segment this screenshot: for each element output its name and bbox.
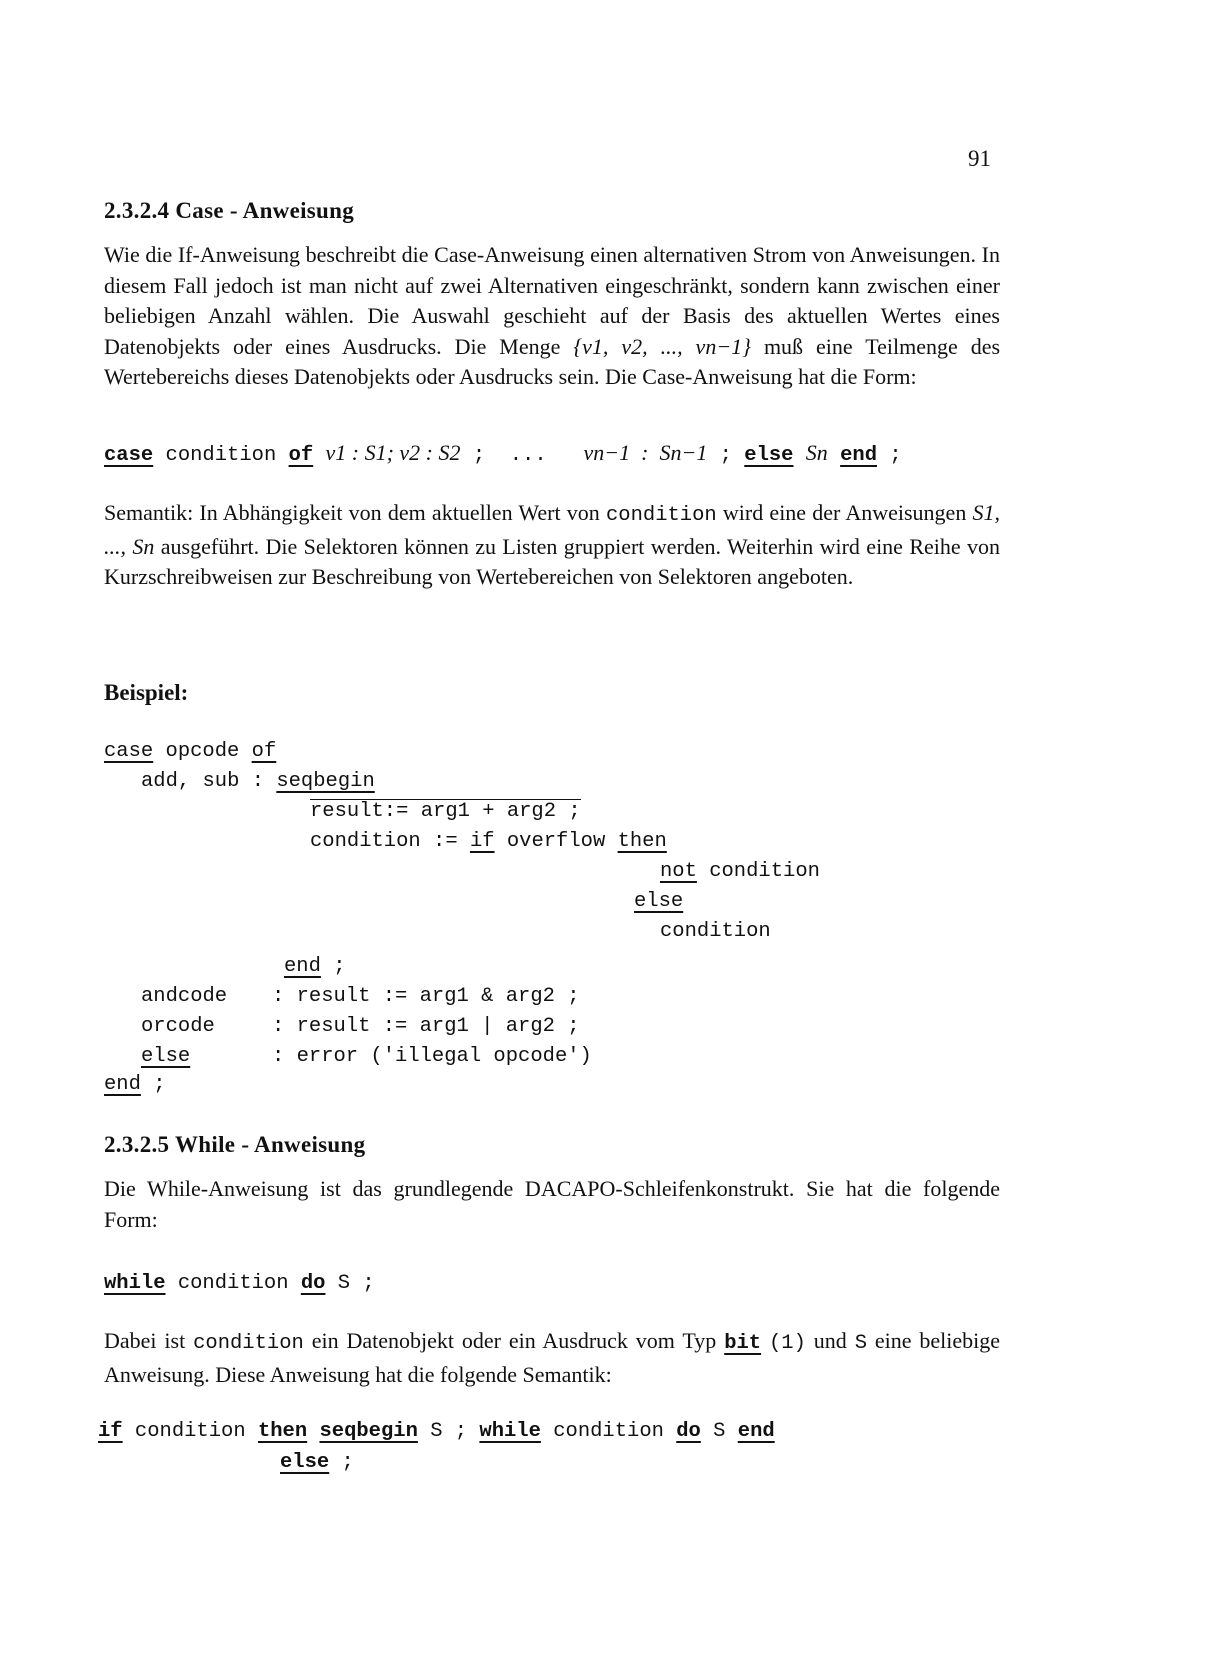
kw-else: else [280, 1451, 330, 1474]
kw-do: do [300, 1272, 326, 1295]
code-text: add, sub : [141, 770, 277, 793]
code-text: : result := arg1 | arg2 ; [272, 1015, 580, 1038]
desc-s: S [854, 1332, 867, 1355]
syntax-final-semi: ; [889, 444, 902, 467]
code-line [141, 770, 375, 793]
desc-mid: ein Datenobjekt oder ein Ausdruck vom Typ [311, 1328, 717, 1353]
while-intro-paragraph: Die While-Anweisung ist das grundlegende DACAPO-Schleifenkonstrukt. Sie hat die folgende Form: [104, 1176, 1000, 1232]
code-line [141, 985, 227, 1008]
semantik-post: ausgeführt. Die Selektoren können zu Listen gruppiert werden. Weiterhin wird eine Reihe von Kurzschreibweisen zur Beschreibung von Wertebereichen von Selektoren angeboten. [104, 533, 1001, 590]
section-heading-case: 2.3.2.4 Case - Anweisung [104, 198, 355, 223]
kw-do: do [676, 1420, 701, 1443]
desc-und: und [813, 1328, 847, 1353]
desc-bit: bit [724, 1332, 762, 1355]
case-intro-tail: muß eine Teilmenge des Wertebereichs dieses Datenobjekts oder Ausdrucks sein. Die Case-Anweisung hat die Form: [104, 333, 1001, 390]
syntax-tail: S ; [325, 1272, 375, 1295]
code-text: result:= arg1 + arg2 ; [310, 800, 581, 823]
kw-end: end [840, 444, 878, 467]
code-text: overflow [494, 830, 618, 853]
syntax-v1s1: v1 : S1; v2 : S2 [325, 440, 461, 465]
code-text: opcode [153, 740, 252, 763]
code-line [660, 860, 820, 883]
sem-cond: condition [122, 1420, 258, 1443]
kw-of: of [251, 740, 277, 763]
code-line [104, 740, 276, 763]
syntax-condition: condition [165, 1272, 301, 1295]
case-intro-set: {v1, v2, ..., vn−1} [573, 333, 751, 359]
kw-case: case [104, 740, 154, 763]
sem-cond2: condition [540, 1420, 677, 1443]
code-line [141, 1045, 190, 1068]
semantik-math: S1, ..., Sn [104, 500, 1001, 559]
code-text: condition [660, 920, 771, 943]
code-text: condition [696, 860, 820, 883]
code-line [310, 800, 581, 823]
code-line [141, 1015, 215, 1038]
semantik-code: condition [605, 504, 717, 527]
code-text: ; [320, 955, 346, 978]
code-line [310, 830, 667, 853]
while-syntax-line [104, 1272, 375, 1295]
case-syntax-line [104, 440, 902, 467]
kw-else: else [744, 444, 794, 467]
code-line [272, 1045, 592, 1068]
section-heading-while: 2.3.2.5 While - Anweisung [104, 1132, 366, 1157]
case-intro-text: Wie die If-Anweisung beschreibt die Case-Anweisung einen alternativen Strom von Anweisungen. In diesem Fall jedoch ist man nicht auf zwei Alternativen eingeschränkt, sondern kann zwischen einer beliebigen Anzahl wählen. Die Auswahl geschieht auf der Basis des aktuellen Wertes eines Datenobjekts oder eines Ausdrucks. Die Menge [104, 242, 1000, 359]
syntax-sn: Sn [805, 440, 828, 465]
code-text: : result := arg1 & arg2 ; [272, 985, 580, 1008]
kw-else: else [141, 1045, 191, 1068]
desc-post: eine beliebige Anweisung. Diese Anweisung hat die folgende Semantik: [104, 1328, 1001, 1387]
kw-while: while [104, 1272, 166, 1295]
case-semantik-paragraph [104, 498, 1000, 593]
kw-not: not [660, 860, 697, 883]
kw-end: end [104, 1073, 141, 1096]
code-text: ; [140, 1073, 166, 1096]
kw-then: then [617, 830, 667, 853]
kw-end: end [284, 955, 321, 978]
kw-while: while [479, 1420, 541, 1443]
code-line [634, 890, 683, 913]
desc-code: condition [193, 1332, 304, 1355]
kw-seqbegin: seqbegin [276, 770, 375, 793]
syntax-dots: ; ... [472, 444, 547, 467]
kw-else: else [634, 890, 684, 913]
kw-if: if [98, 1420, 123, 1443]
code-line [104, 1073, 166, 1096]
while-semantik-line1 [98, 1420, 775, 1443]
beispiel-label: Beispiel: [104, 680, 189, 705]
code-text: condition := [310, 830, 470, 853]
code-line [660, 920, 771, 943]
code-line [272, 985, 580, 1008]
kw-if: if [469, 830, 495, 853]
desc-pre: Dabei ist [104, 1328, 186, 1353]
kw-seqbegin: seqbegin [319, 1420, 418, 1443]
while-semantik-line2 [280, 1451, 354, 1474]
code-text: : error ('illegal opcode') [272, 1045, 592, 1068]
desc-bit-arg: (1) [769, 1332, 806, 1355]
sem-s2: S [700, 1420, 738, 1443]
syntax-vn1: vn−1 : Sn−1 [583, 440, 708, 465]
kw-case: case [104, 444, 154, 467]
code-line [284, 955, 346, 978]
page-number: 91 [968, 146, 991, 171]
syntax-condition: condition [165, 444, 277, 467]
case-intro-paragraph [104, 240, 1000, 393]
code-line [272, 1015, 580, 1038]
sem-s: S ; [417, 1420, 480, 1443]
selector: andcode [141, 985, 228, 1008]
semantik-mid: wird eine der Anweisungen [722, 500, 967, 525]
selector: orcode [141, 1015, 215, 1038]
kw-then: then [257, 1420, 308, 1443]
sem-semi: ; [329, 1451, 354, 1474]
kw-end: end [737, 1420, 775, 1443]
while-desc-paragraph [104, 1326, 1000, 1390]
semantik-pre: Semantik: In Abhängigkeit von dem aktuellen Wert von [104, 500, 600, 525]
syntax-semi: ; [719, 444, 732, 467]
kw-of: of [288, 444, 314, 467]
